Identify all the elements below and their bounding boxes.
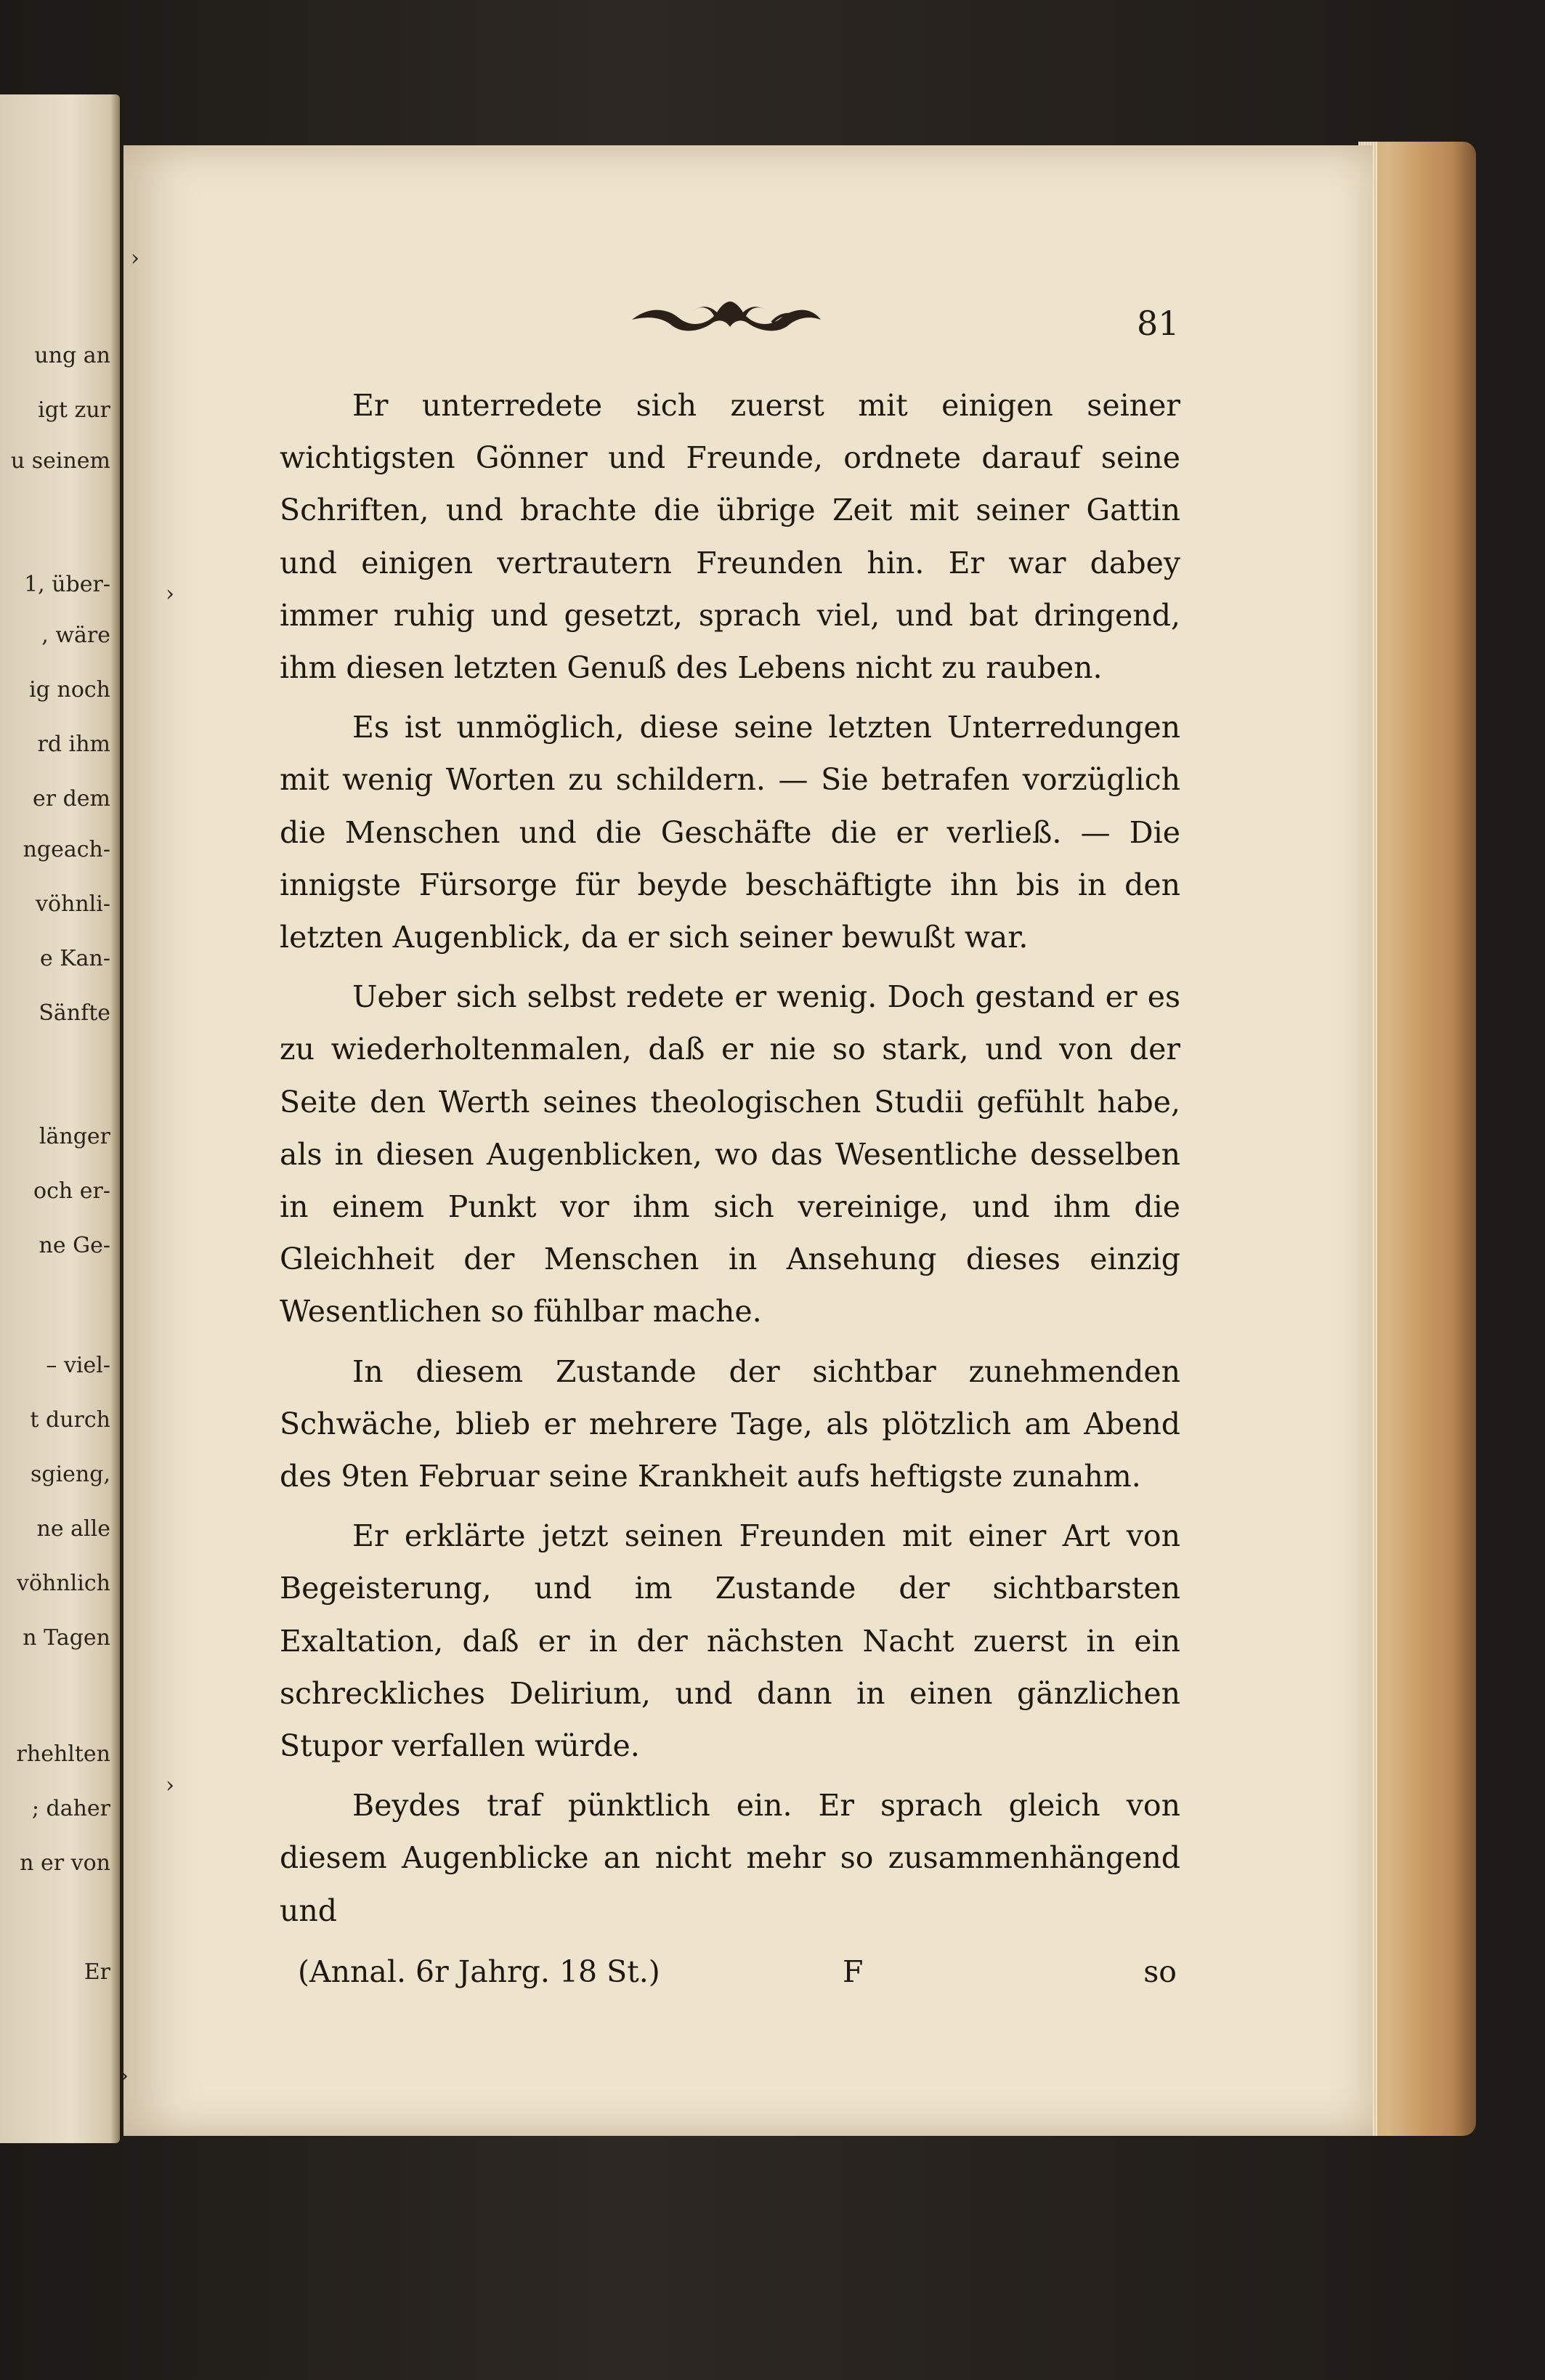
left-page-fragment: rhehlten — [16, 1741, 110, 1767]
page-text — [280, 379, 1180, 1944]
left-page-fragment: Er — [84, 1959, 110, 1985]
left-page-fragment: 1, über- — [24, 572, 110, 597]
left-page-fragment: länger — [38, 1124, 110, 1149]
signature-mark: (Annal. 6r Jahrg. 18 St.) — [298, 1954, 660, 1989]
left-page-fragment: n er von — [20, 1850, 110, 1876]
left-page-fragment: rd ihm — [37, 732, 110, 757]
left-page-fragment: n Tagen — [23, 1625, 110, 1651]
left-page-fragment: Sänfte — [38, 1000, 110, 1026]
left-page-fragment: och er- — [33, 1178, 110, 1204]
left-page-fragment: ne Ge- — [38, 1233, 110, 1258]
left-page-fragment: ; daher — [31, 1796, 110, 1821]
margin-tick-icon: › — [166, 581, 174, 607]
margin-tick-icon: › — [120, 2063, 129, 2089]
left-page-fragment: , wäre — [41, 623, 110, 648]
page-footer — [298, 1954, 1177, 2005]
sheet-letter: F — [843, 1954, 864, 1989]
paragraph-3: Ueber sich selbst redete er wenig. Doch gestand er es zu wiederholtenmalen, daß er nie so stark, und von der Seite den Werth seines theologischen Studii gefühlt habe, als in diesen Augenblicken, wo das Wesentliche desselben in einem Punkt vor ihm sich vereinige, und ihm die Gleichheit der Menschen in Ansehung dieses einzig Wesentlichen so fühlbar mache. — [280, 979, 1180, 1329]
book-edge — [1358, 142, 1476, 2136]
paragraph-6: Beydes traf pünktlich ein. Er sprach gleich von diesem Augenblicke an nicht mehr so zusammenhängend und — [280, 1788, 1180, 1928]
left-page-fragment: vöhnlich — [17, 1571, 110, 1596]
left-page-fragment: u seinem — [10, 448, 110, 474]
left-page-fragment: er dem — [32, 786, 110, 811]
left-page-fragment: ngeach- — [23, 837, 110, 862]
left-page-fragment: ung an — [34, 343, 110, 368]
margin-tick-icon: › — [166, 1773, 174, 1798]
left-page-fragment: ne alle — [36, 1516, 110, 1542]
left-page-fragment: igt zur — [38, 397, 110, 423]
margin-tick-icon: › — [131, 246, 139, 271]
paragraph-4: In diesem Zustande der sichtbar zunehmenden Schwäche, blieb er mehrere Tage, als plötzlich am Abend des 9ten Februar seine Krankheit aufs heftigste zunahm. — [280, 1353, 1180, 1494]
paragraph-5: Er erklärte jetzt seinen Freunden mit einer Art von Begeisterung, und im Zustande der sichtbarsten Exaltation, daß er in der nächsten Nacht zuerst in ein schreckliches Delirium, und dann in einen gänzlichen Stupor verfallen würde. — [280, 1518, 1180, 1764]
left-page-fragment: ig noch — [29, 677, 110, 703]
left-page-fragment: t durch — [30, 1407, 110, 1433]
paragraph-1: Er unterredete sich zuerst mit einigen seiner wichtigsten Gönner und Freunde, ordnete darauf seine Schriften, und brachte die übrige Zeit mit seiner Gattin und einigen vertrautern Freunden hin. Er war dabey immer ruhig und gesetzt, sprach viel, und bat dringend, ihm diesen letzten Genuß des Lebens nicht zu rauben. — [280, 388, 1180, 686]
left-page-fragment: vöhnli- — [36, 891, 110, 917]
left-page-fragment: – viel- — [46, 1353, 110, 1378]
ornament-icon — [628, 291, 824, 341]
paragraph-2: Es ist unmöglich, diese seine letzten Unterredungen mit wenig Worten zu schildern. — Sie betrafen vorzüglich die Menschen und die Geschäfte die er verließ. — Die innigste Fürsorge für beyde beschäftigte ihn bis in den letzten Augenblick, da er sich seiner bewußt war. — [280, 710, 1180, 955]
left-page-margin — [0, 94, 120, 2143]
page-number: 81 — [1137, 304, 1180, 343]
left-page-fragment: e Kan- — [39, 946, 110, 971]
catchword: so — [1143, 1954, 1177, 1989]
left-page-fragment: sgieng, — [30, 1462, 110, 1487]
